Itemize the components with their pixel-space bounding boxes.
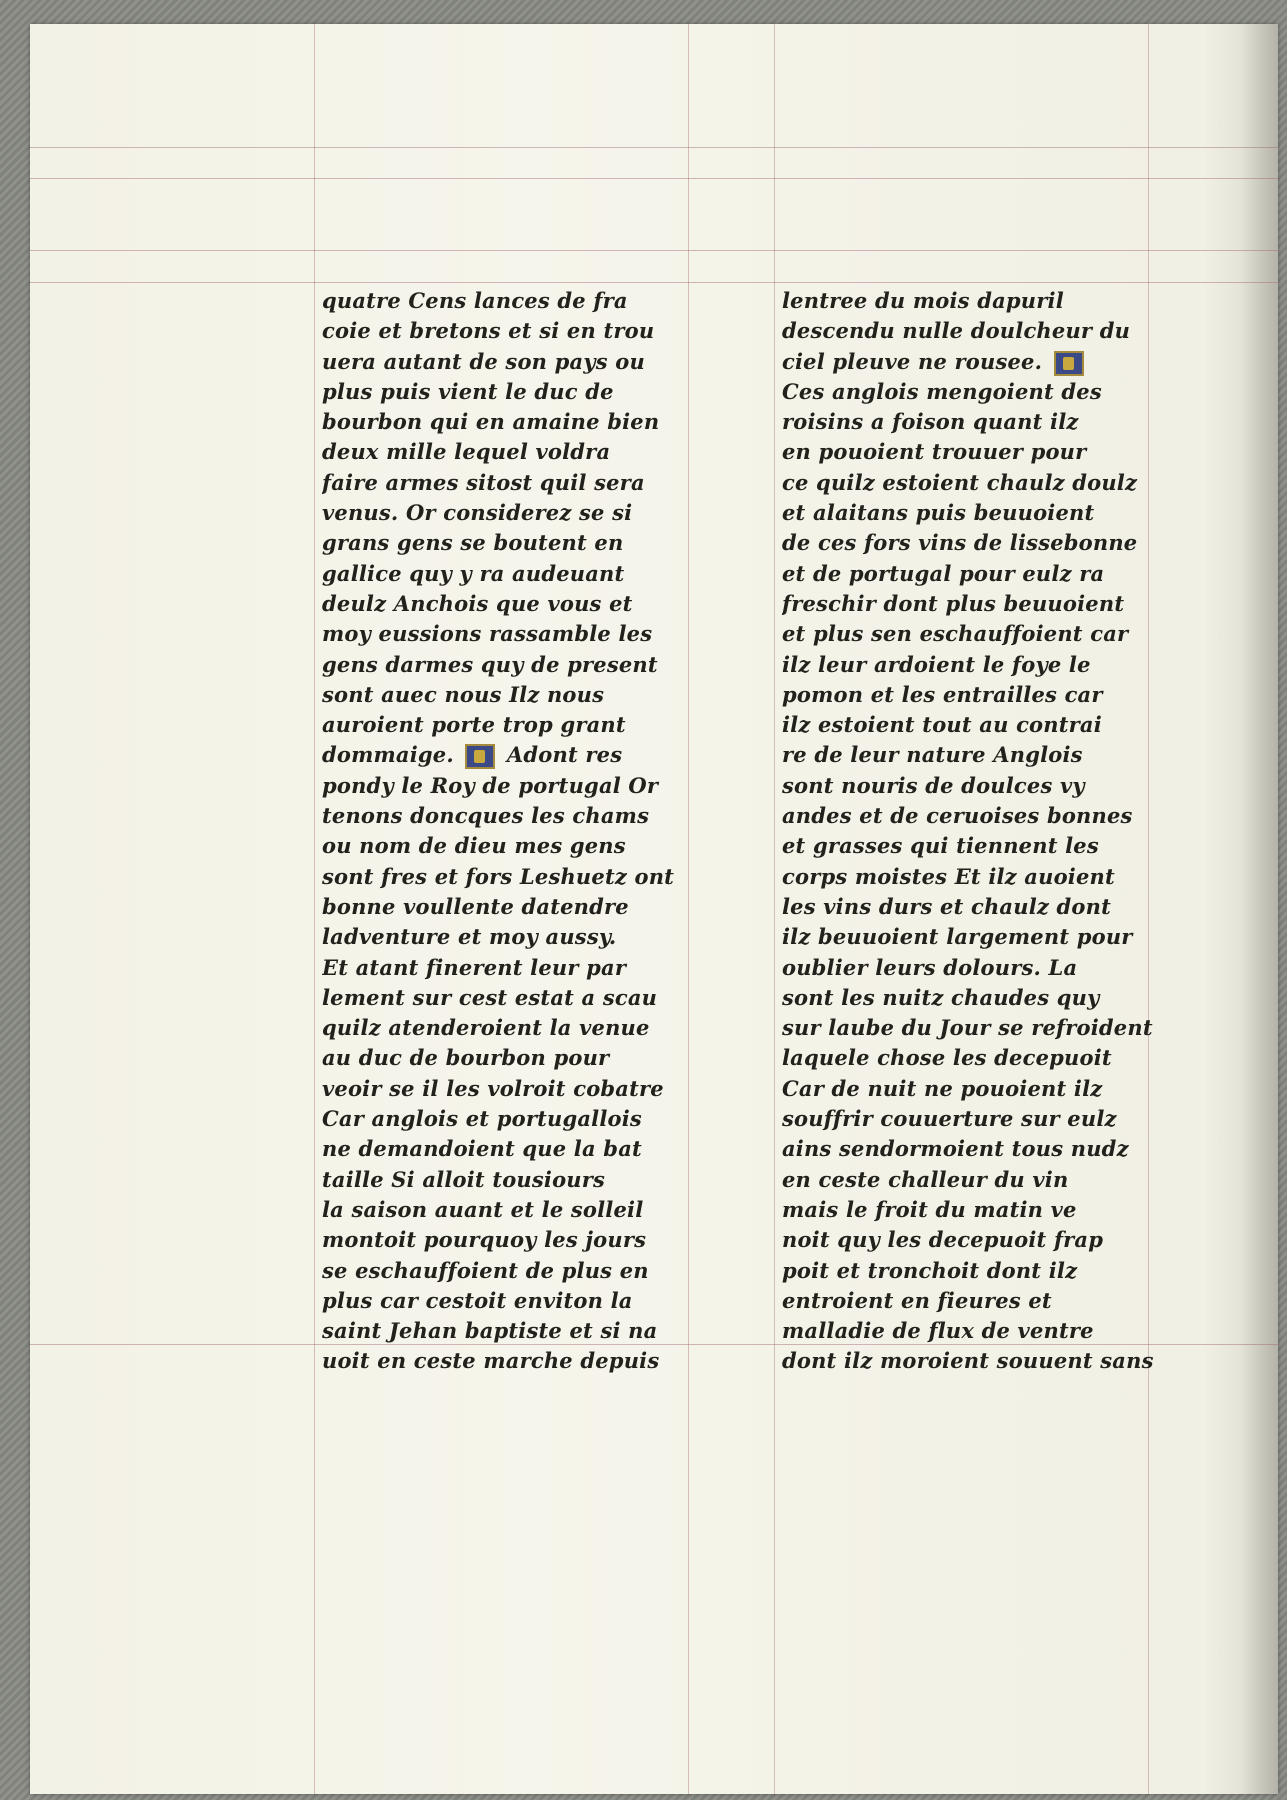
text-line: ains sendormoient tous nudz	[782, 1136, 1129, 1162]
text-line: sur laube du Jour se refroident	[782, 1015, 1153, 1041]
text-line: sont auec nous Ilz nous	[322, 681, 605, 707]
text-line: ilz beuuoient largement pour	[782, 924, 1133, 950]
text-line: ce quilz estoient chaulz doulz	[782, 469, 1138, 495]
text-line: sont nouris de doulces vy	[782, 772, 1085, 798]
text-line: uoit en ceste marche depuis	[322, 1348, 660, 1374]
text-line-part: dommaige.	[322, 742, 454, 768]
text-line: montoit pourquoy les jours	[322, 1227, 647, 1253]
text-line: de ces fors vins de lissebonne	[782, 530, 1138, 556]
text-line: laquele chose les decepuoit	[782, 1045, 1112, 1071]
text-line: ne demandoient que la bat	[322, 1136, 642, 1162]
text-line: souffrir couuerture sur eulz	[782, 1106, 1117, 1132]
text-line: roisins a foison quant ilz	[782, 409, 1079, 435]
text-line: descendu nulle doulcheur du	[782, 318, 1131, 344]
text-line: deux mille lequel voldra	[322, 439, 611, 465]
ruling-line	[30, 178, 1280, 179]
text-line	[322, 740, 717, 770]
text-line: taille Si alloit tousiours	[322, 1166, 606, 1192]
text-line: ilz leur ardoient le foye le	[782, 651, 1091, 677]
text-line: sont les nuitz chaudes quy	[782, 984, 1100, 1010]
ruling-line	[30, 250, 1280, 251]
text-line: venus. Or considerez se si	[322, 500, 633, 526]
text-line: ladventure et moy aussy.	[322, 924, 617, 950]
text-line: quatre Cens lances de fra	[322, 288, 628, 313]
text-line: en ceste challeur du vin	[782, 1166, 1069, 1192]
text-line: freschir dont plus beuuoient	[782, 590, 1125, 616]
text-line	[782, 347, 1177, 377]
text-line: Car anglois et portugallois	[322, 1106, 642, 1132]
text-line: re de leur nature Anglois	[782, 742, 1083, 768]
text-line: quilz atenderoient la venue	[322, 1015, 650, 1041]
ruling-line	[314, 24, 315, 1794]
text-line: noit quy les decepuoit frap	[782, 1227, 1104, 1253]
text-line: dont ilz moroient souuent sans	[782, 1348, 1154, 1374]
text-line: et plus sen eschauffoient car	[782, 621, 1129, 647]
text-line-part: ciel pleuve ne rousee.	[782, 348, 1043, 374]
text-line: plus car cestoit enviton la	[322, 1287, 633, 1313]
text-line: Ces anglois mengoient des	[782, 378, 1102, 404]
text-line: lement sur cest estat a scau	[322, 984, 658, 1010]
text-line: lentree du mois dapuril	[782, 288, 1064, 313]
text-line: au duc de bourbon pour	[322, 1045, 610, 1071]
text-line: bonne voullente datendre	[322, 893, 629, 919]
text-line: coie et bretons et si en trou	[322, 318, 655, 344]
text-line: en pouoient trouuer pour	[782, 439, 1087, 465]
text-line: et alaitans puis beuuoient	[782, 500, 1095, 526]
text-line: moy eussions rassamble les	[322, 621, 653, 647]
illuminated-initial-icon	[465, 744, 495, 769]
text-line: poit et tronchoit dont ilz	[782, 1257, 1078, 1283]
ruling-line	[30, 147, 1280, 148]
illuminated-initial-icon	[1054, 351, 1084, 376]
text-line: gallice quy y ra audeuant	[322, 560, 625, 586]
text-line-part: Adont res	[506, 742, 623, 768]
page-edge-shadow	[1240, 24, 1278, 1794]
text-line: la saison auant et le solleil	[322, 1196, 644, 1222]
text-line: gens darmes quy de present	[322, 651, 658, 677]
text-line: pomon et les entrailles car	[782, 681, 1103, 707]
text-line: auroient porte trop grant	[322, 712, 626, 738]
text-line: malladie de flux de ventre	[782, 1318, 1094, 1344]
text-line: et grasses qui tiennent les	[782, 833, 1099, 859]
text-line: mais le froit du matin ve	[782, 1196, 1077, 1222]
text-line: sont fres et fors Leshuetz ont	[322, 863, 675, 889]
text-column-right	[782, 286, 1177, 1377]
text-line: saint Jehan baptiste et si na	[322, 1318, 658, 1344]
text-line: oublier leurs dolours. La	[782, 954, 1078, 980]
text-line: uera autant de son pays ou	[322, 348, 645, 374]
text-line: grans gens se boutent en	[322, 530, 624, 556]
manuscript-page	[30, 24, 1278, 1794]
text-line: andes et de ceruoises bonnes	[782, 803, 1133, 829]
text-line: tenons doncques les chams	[322, 803, 650, 829]
text-line: les vins durs et chaulz dont	[782, 893, 1111, 919]
text-line: faire armes sitost quil sera	[322, 469, 645, 495]
text-line: deulz Anchois que vous et	[322, 590, 633, 616]
text-line: ou nom de dieu mes gens	[322, 833, 626, 859]
text-line: se eschauffoient de plus en	[322, 1257, 649, 1283]
text-line: plus puis vient le duc de	[322, 378, 614, 404]
text-line: corps moistes Et ilz auoient	[782, 863, 1115, 889]
text-line: entroient en fieures et	[782, 1287, 1052, 1313]
text-line: veoir se il les volroit cobatre	[322, 1075, 664, 1101]
text-line: pondy le Roy de portugal Or	[322, 772, 659, 798]
text-line: bourbon qui en amaine bien	[322, 409, 660, 435]
text-column-left	[322, 286, 717, 1377]
text-line: Car de nuit ne pouoient ilz	[782, 1075, 1103, 1101]
text-line: Et atant finerent leur par	[322, 954, 627, 980]
ruling-line	[30, 282, 1280, 283]
ruling-line	[774, 24, 775, 1794]
text-line: et de portugal pour eulz ra	[782, 560, 1105, 586]
text-line: ilz estoient tout au contrai	[782, 712, 1102, 738]
